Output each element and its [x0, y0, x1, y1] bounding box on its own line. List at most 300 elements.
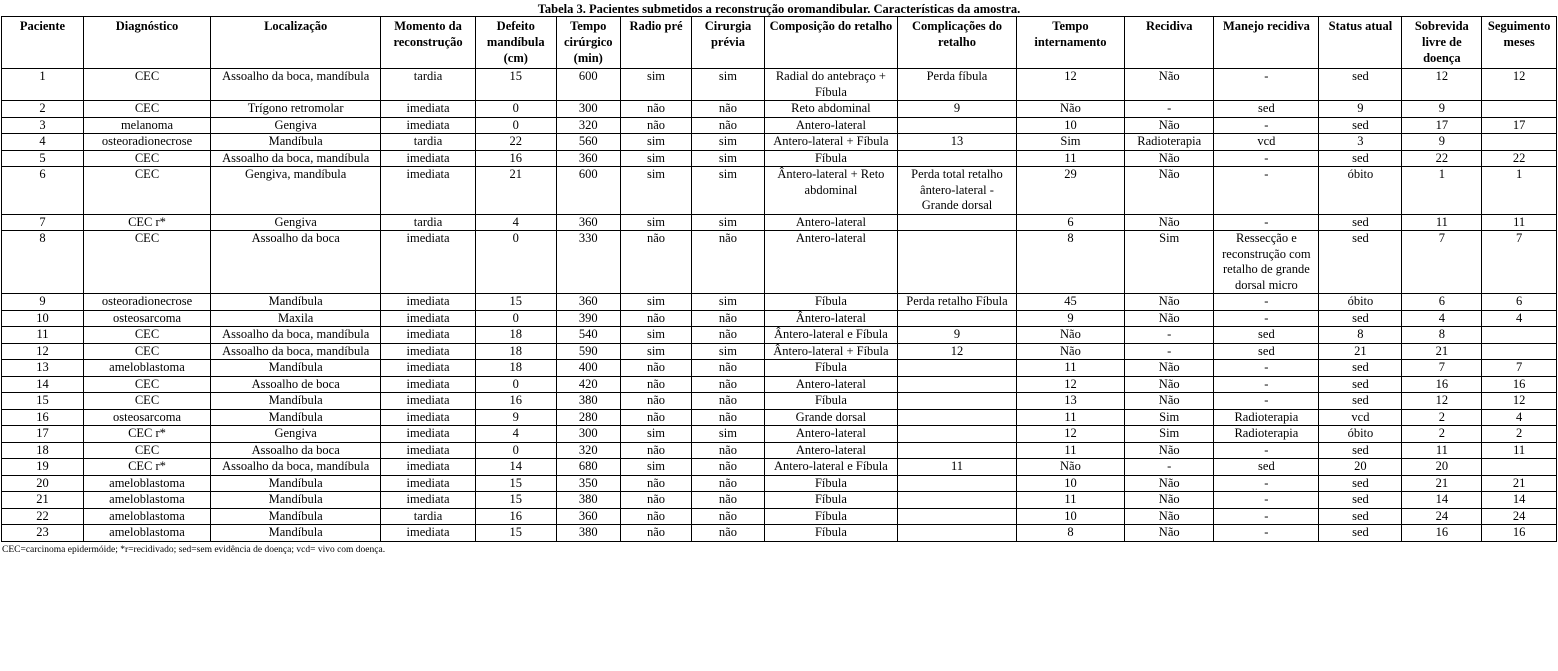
table-cell: 11	[1402, 214, 1482, 231]
table-row	[2, 214, 1557, 231]
table-cell: Sim	[1125, 409, 1214, 426]
table-cell: não	[620, 442, 691, 459]
table-cell: 3	[2, 117, 84, 134]
table-cell	[898, 393, 1017, 410]
table-cell: 29	[1016, 167, 1124, 215]
table-cell: sed	[1319, 69, 1402, 101]
table-cell: 45	[1016, 294, 1124, 311]
table-cell: 11	[1016, 150, 1124, 167]
table-cell: Não	[1125, 360, 1214, 377]
table-cell: 6	[2, 167, 84, 215]
table-cell: sed	[1214, 327, 1319, 344]
table-cell: 680	[556, 459, 620, 476]
table-cell: 12	[1482, 69, 1557, 101]
table-cell: 8	[1402, 327, 1482, 344]
table-cell: não	[692, 492, 764, 509]
table-cell	[898, 508, 1017, 525]
table-cell: -	[1125, 459, 1214, 476]
table-cell: 2	[1402, 409, 1482, 426]
table-cell: osteosarcoma	[83, 310, 210, 327]
table-cell: 24	[1482, 508, 1557, 525]
table-cell: sim	[620, 214, 691, 231]
table-cell: 23	[2, 525, 84, 542]
table-cell: sed	[1319, 376, 1402, 393]
table-cell: sed	[1319, 393, 1402, 410]
table-cell: 18	[475, 343, 556, 360]
table-cell: 590	[556, 343, 620, 360]
table-cell	[1482, 343, 1557, 360]
table-cell: 18	[475, 327, 556, 344]
table-cell: 0	[475, 117, 556, 134]
table-cell: 8	[1016, 231, 1124, 294]
table-cell: 11	[1016, 442, 1124, 459]
table-cell	[898, 231, 1017, 294]
table-cell: 0	[475, 101, 556, 118]
table-cell: não	[692, 327, 764, 344]
table-cell: 300	[556, 101, 620, 118]
table-cell: 4	[2, 134, 84, 151]
table-cell: 330	[556, 231, 620, 294]
table-cell: Mandíbula	[211, 409, 381, 426]
table-cell: 0	[475, 310, 556, 327]
table-cell: Não	[1125, 294, 1214, 311]
table-cell: Fíbula	[764, 294, 897, 311]
table-cell: 11	[1016, 409, 1124, 426]
table-cell: Não	[1125, 376, 1214, 393]
table-cell: 9	[1319, 101, 1402, 118]
table-cell: 21	[1482, 475, 1557, 492]
table-cell: 9	[898, 327, 1017, 344]
table-cell: Fíbula	[764, 492, 897, 509]
table-cell: 15	[475, 492, 556, 509]
table-cell: sim	[620, 343, 691, 360]
table-row	[2, 426, 1557, 443]
table-cell: não	[620, 101, 691, 118]
table-cell: sed	[1319, 442, 1402, 459]
col-header: Paciente	[2, 17, 84, 69]
table-row	[2, 343, 1557, 360]
table-cell: não	[692, 393, 764, 410]
table-cell: 600	[556, 69, 620, 101]
table-cell: 1	[1402, 167, 1482, 215]
table-cell: Não	[1125, 475, 1214, 492]
table-cell: Não	[1125, 150, 1214, 167]
table-cell: 22	[475, 134, 556, 151]
table-cell: 6	[1016, 214, 1124, 231]
table-cell: 24	[1402, 508, 1482, 525]
table-cell: 5	[2, 150, 84, 167]
table-cell	[898, 376, 1017, 393]
table-cell: Mandíbula	[211, 508, 381, 525]
table-cell: 280	[556, 409, 620, 426]
col-header: Tempo cirúrgico (min)	[556, 17, 620, 69]
table-cell: imediata	[381, 393, 476, 410]
table-cell: Ântero-lateral	[764, 310, 897, 327]
table-cell: -	[1214, 475, 1319, 492]
col-header: Recidiva	[1125, 17, 1214, 69]
table-cell: 10	[1016, 117, 1124, 134]
col-header: Cirurgia prévia	[692, 17, 764, 69]
table-row	[2, 492, 1557, 509]
table-cell: 420	[556, 376, 620, 393]
table-cell: -	[1125, 327, 1214, 344]
table-cell: não	[620, 525, 691, 542]
table-cell: 16	[1482, 525, 1557, 542]
table-cell: 12	[1016, 376, 1124, 393]
table-cell: Não	[1125, 508, 1214, 525]
table-cell: não	[692, 409, 764, 426]
table-cell: sim	[692, 343, 764, 360]
table-cell: CEC r*	[83, 459, 210, 476]
footnote: CEC=carcinoma epidermóide; *r=recidivado; sed=sem evidência de doença; vcd= vivo com doença.	[2, 544, 386, 555]
table-cell: não	[620, 409, 691, 426]
table-cell: Não	[1016, 101, 1124, 118]
table-cell: 7	[1482, 360, 1557, 377]
table-cell	[1482, 134, 1557, 151]
table-cell: CEC	[83, 393, 210, 410]
table-cell: -	[1214, 393, 1319, 410]
table-cell: 16	[2, 409, 84, 426]
table-cell: 16	[475, 150, 556, 167]
table-row	[2, 393, 1557, 410]
table-cell: 15	[475, 525, 556, 542]
table-cell: 600	[556, 167, 620, 215]
table-cell: sed	[1319, 360, 1402, 377]
table-cell: Antero-lateral	[764, 214, 897, 231]
col-header: Sobrevida livre de doença	[1402, 17, 1482, 69]
table-cell: 1	[2, 69, 84, 101]
table-cell	[898, 117, 1017, 134]
table-cell: vcd	[1214, 134, 1319, 151]
table-cell: 4	[1482, 409, 1557, 426]
table-cell: Assoalho da boca, mandíbula	[211, 343, 381, 360]
table-cell: Não	[1125, 167, 1214, 215]
table-cell: imediata	[381, 475, 476, 492]
table-cell: imediata	[381, 409, 476, 426]
table-cell: Não	[1016, 327, 1124, 344]
table-row	[2, 459, 1557, 476]
table-cell: 11	[1016, 360, 1124, 377]
table-cell: 3	[1319, 134, 1402, 151]
table-cell: ameloblastoma	[83, 475, 210, 492]
table-cell: -	[1214, 117, 1319, 134]
table-cell: imediata	[381, 167, 476, 215]
table-cell: sim	[692, 426, 764, 443]
table-title: Tabela 3. Pacientes submetidos a reconstrução oromandibular. Características da amostra.	[537, 2, 1021, 16]
table-cell: sed	[1319, 525, 1402, 542]
table-cell: -	[1214, 508, 1319, 525]
table-cell: não	[692, 525, 764, 542]
table-cell: sed	[1319, 117, 1402, 134]
table-cell: sim	[692, 69, 764, 101]
table-cell: 16	[1482, 376, 1557, 393]
table-cell: Fíbula	[764, 150, 897, 167]
table-cell: CEC	[83, 101, 210, 118]
table-cell: não	[620, 376, 691, 393]
table-cell: 14	[1402, 492, 1482, 509]
table-cell: Ântero-lateral e Fíbula	[764, 327, 897, 344]
table-cell: não	[692, 117, 764, 134]
table-cell: imediata	[381, 442, 476, 459]
table-cell: 10	[1016, 508, 1124, 525]
table-cell: Assoalho da boca, mandíbula	[211, 69, 381, 101]
col-header: Localização	[211, 17, 381, 69]
table-cell: 11	[1016, 492, 1124, 509]
table-cell: CEC	[83, 442, 210, 459]
table-cell: 14	[475, 459, 556, 476]
table-cell: 300	[556, 426, 620, 443]
table-cell: Não	[1125, 310, 1214, 327]
table-cell: Trígono retromolar	[211, 101, 381, 118]
table-cell: imediata	[381, 376, 476, 393]
table-cell: 11	[1482, 442, 1557, 459]
table-cell: imediata	[381, 327, 476, 344]
col-header: Seguimento meses	[1482, 17, 1557, 69]
table-cell: 9	[898, 101, 1017, 118]
table-cell: imediata	[381, 294, 476, 311]
table-cell: 14	[1482, 492, 1557, 509]
table-cell: imediata	[381, 525, 476, 542]
table-cell: -	[1214, 214, 1319, 231]
col-header: Tempo internamento	[1016, 17, 1124, 69]
table-cell	[1482, 327, 1557, 344]
table-cell: melanoma	[83, 117, 210, 134]
table-cell: não	[620, 117, 691, 134]
table-cell: ameloblastoma	[83, 492, 210, 509]
table-cell: ameloblastoma	[83, 508, 210, 525]
table-row	[2, 150, 1557, 167]
table-row	[2, 475, 1557, 492]
table-cell: Radial do antebraço + Fíbula	[764, 69, 897, 101]
table-cell: 1	[1482, 167, 1557, 215]
table-cell: CEC	[83, 327, 210, 344]
table-cell: sed	[1319, 508, 1402, 525]
table-cell: 16	[1402, 376, 1482, 393]
table-cell: 7	[1402, 360, 1482, 377]
table-cell: osteosarcoma	[83, 409, 210, 426]
table-cell	[898, 214, 1017, 231]
table-cell	[898, 426, 1017, 443]
table-cell: Não	[1125, 442, 1214, 459]
table-cell: Não	[1016, 459, 1124, 476]
table-cell: Perda fíbula	[898, 69, 1017, 101]
table-cell: Mandíbula	[211, 360, 381, 377]
table-cell: sed	[1319, 214, 1402, 231]
table-cell: Grande dorsal	[764, 409, 897, 426]
table-cell: 15	[2, 393, 84, 410]
table-cell: sim	[620, 426, 691, 443]
table-cell: 17	[1402, 117, 1482, 134]
table-cell: 17	[1482, 117, 1557, 134]
table-cell: 11	[1482, 214, 1557, 231]
table-cell: 7	[2, 214, 84, 231]
table-cell: sed	[1319, 231, 1402, 294]
table-cell: óbito	[1319, 426, 1402, 443]
table-cell: Não	[1125, 492, 1214, 509]
table-row	[2, 294, 1557, 311]
table-cell: osteoradionecrose	[83, 134, 210, 151]
table-cell: não	[620, 393, 691, 410]
col-header: Diagnóstico	[83, 17, 210, 69]
table-cell: não	[692, 231, 764, 294]
table-cell: 22	[2, 508, 84, 525]
table-cell: Assoalho da boca, mandíbula	[211, 459, 381, 476]
col-header: Composição do retalho	[764, 17, 897, 69]
header-row	[2, 17, 1557, 69]
table-cell: Mandíbula	[211, 475, 381, 492]
table-cell: sim	[692, 134, 764, 151]
table-cell: Radioterapia	[1214, 426, 1319, 443]
table-cell	[898, 475, 1017, 492]
table-cell: Maxila	[211, 310, 381, 327]
table-row	[2, 134, 1557, 151]
table-cell: Antero-lateral	[764, 426, 897, 443]
table-cell: Antero-lateral + Fíbula	[764, 134, 897, 151]
table-row	[2, 508, 1557, 525]
table-cell: 21	[1319, 343, 1402, 360]
table-cell: Fíbula	[764, 475, 897, 492]
table-cell: 360	[556, 294, 620, 311]
table-cell: Ântero-lateral + Fíbula	[764, 343, 897, 360]
table-cell: sim	[620, 459, 691, 476]
table-cell: 9	[475, 409, 556, 426]
table-cell: sim	[620, 69, 691, 101]
table-cell: 10	[2, 310, 84, 327]
table-cell: 21	[475, 167, 556, 215]
table-cell: sed	[1319, 492, 1402, 509]
table-cell: -	[1214, 69, 1319, 101]
table-cell: 18	[475, 360, 556, 377]
table-cell: Antero-lateral	[764, 442, 897, 459]
table-cell: 12	[1016, 69, 1124, 101]
table-cell	[898, 442, 1017, 459]
table-cell: Gengiva	[211, 117, 381, 134]
table-cell: sim	[692, 150, 764, 167]
table-cell: 0	[475, 376, 556, 393]
table-cell: imediata	[381, 117, 476, 134]
table-cell: Mandíbula	[211, 492, 381, 509]
table-cell: Assoalho da boca, mandíbula	[211, 150, 381, 167]
table-cell: não	[692, 101, 764, 118]
col-header: Radio pré	[620, 17, 691, 69]
table-cell: Não	[1125, 69, 1214, 101]
table-cell: 15	[475, 69, 556, 101]
table-cell: 14	[2, 376, 84, 393]
table-row	[2, 525, 1557, 542]
table-cell: imediata	[381, 310, 476, 327]
table-cell: sed	[1214, 343, 1319, 360]
table-cell: sim	[692, 294, 764, 311]
table-cell: -	[1214, 525, 1319, 542]
table-cell: imediata	[381, 360, 476, 377]
table-cell: CEC	[83, 231, 210, 294]
table-cell: Perda retalho Fíbula	[898, 294, 1017, 311]
table-row	[2, 69, 1557, 101]
table-cell: 11	[898, 459, 1017, 476]
table-cell: 13	[898, 134, 1017, 151]
table-cell: 16	[475, 393, 556, 410]
table-cell: 0	[475, 231, 556, 294]
table-cell: Fíbula	[764, 508, 897, 525]
table-cell: -	[1214, 492, 1319, 509]
table-cell: Gengiva	[211, 214, 381, 231]
table-cell: 22	[1482, 150, 1557, 167]
table-cell: imediata	[381, 231, 476, 294]
table-row	[2, 167, 1557, 215]
table-cell: Antero-lateral	[764, 117, 897, 134]
table-cell: 380	[556, 393, 620, 410]
table-cell: 540	[556, 327, 620, 344]
table-cell: vcd	[1319, 409, 1402, 426]
table-cell: tardia	[381, 508, 476, 525]
col-header: Status atual	[1319, 17, 1402, 69]
table-cell: 20	[1319, 459, 1402, 476]
table-cell: Radioterapia	[1125, 134, 1214, 151]
table-cell: Assoalho de boca	[211, 376, 381, 393]
table-cell: 11	[1402, 442, 1482, 459]
table-cell: 0	[475, 442, 556, 459]
table-cell: Gengiva	[211, 426, 381, 443]
table-cell: Mandíbula	[211, 525, 381, 542]
table-cell: 12	[1482, 393, 1557, 410]
table-cell: 21	[2, 492, 84, 509]
table-cell: Não	[1125, 393, 1214, 410]
table-cell: Fíbula	[764, 525, 897, 542]
table-row	[2, 117, 1557, 134]
table-cell: não	[620, 475, 691, 492]
table-cell	[1482, 459, 1557, 476]
table-cell: Mandíbula	[211, 393, 381, 410]
table-cell: sim	[692, 214, 764, 231]
table-cell: Não	[1125, 214, 1214, 231]
table-cell: 12	[2, 343, 84, 360]
table-cell: óbito	[1319, 294, 1402, 311]
table-cell: 13	[1016, 393, 1124, 410]
table-cell: Assoalho da boca, mandíbula	[211, 327, 381, 344]
table-cell: 350	[556, 475, 620, 492]
table-cell: 18	[2, 442, 84, 459]
table-cell: 21	[1402, 343, 1482, 360]
table-cell	[898, 360, 1017, 377]
table-cell: Assoalho da boca	[211, 231, 381, 294]
table-row	[2, 327, 1557, 344]
table-row	[2, 101, 1557, 118]
table-cell: Fíbula	[764, 393, 897, 410]
table-cell: Sim	[1125, 426, 1214, 443]
table-cell: Não	[1125, 117, 1214, 134]
table-cell: Mandíbula	[211, 134, 381, 151]
table-cell: Mandíbula	[211, 294, 381, 311]
table-cell: 15	[475, 294, 556, 311]
table-cell: 9	[1016, 310, 1124, 327]
table-cell: imediata	[381, 426, 476, 443]
table-cell: sed	[1214, 459, 1319, 476]
table-cell: -	[1214, 360, 1319, 377]
table-row	[2, 409, 1557, 426]
table-cell: não	[620, 310, 691, 327]
table-cell: Fíbula	[764, 360, 897, 377]
table-cell: não	[692, 376, 764, 393]
table-cell: 360	[556, 508, 620, 525]
table-row	[2, 231, 1557, 294]
table-cell: sim	[620, 327, 691, 344]
table-cell: Perda total retalho ântero-lateral - Grande dorsal	[898, 167, 1017, 215]
table-cell: não	[692, 310, 764, 327]
table-cell: 22	[1402, 150, 1482, 167]
table-cell: -	[1214, 442, 1319, 459]
table-cell: Não	[1125, 525, 1214, 542]
table-cell: 9	[1402, 101, 1482, 118]
